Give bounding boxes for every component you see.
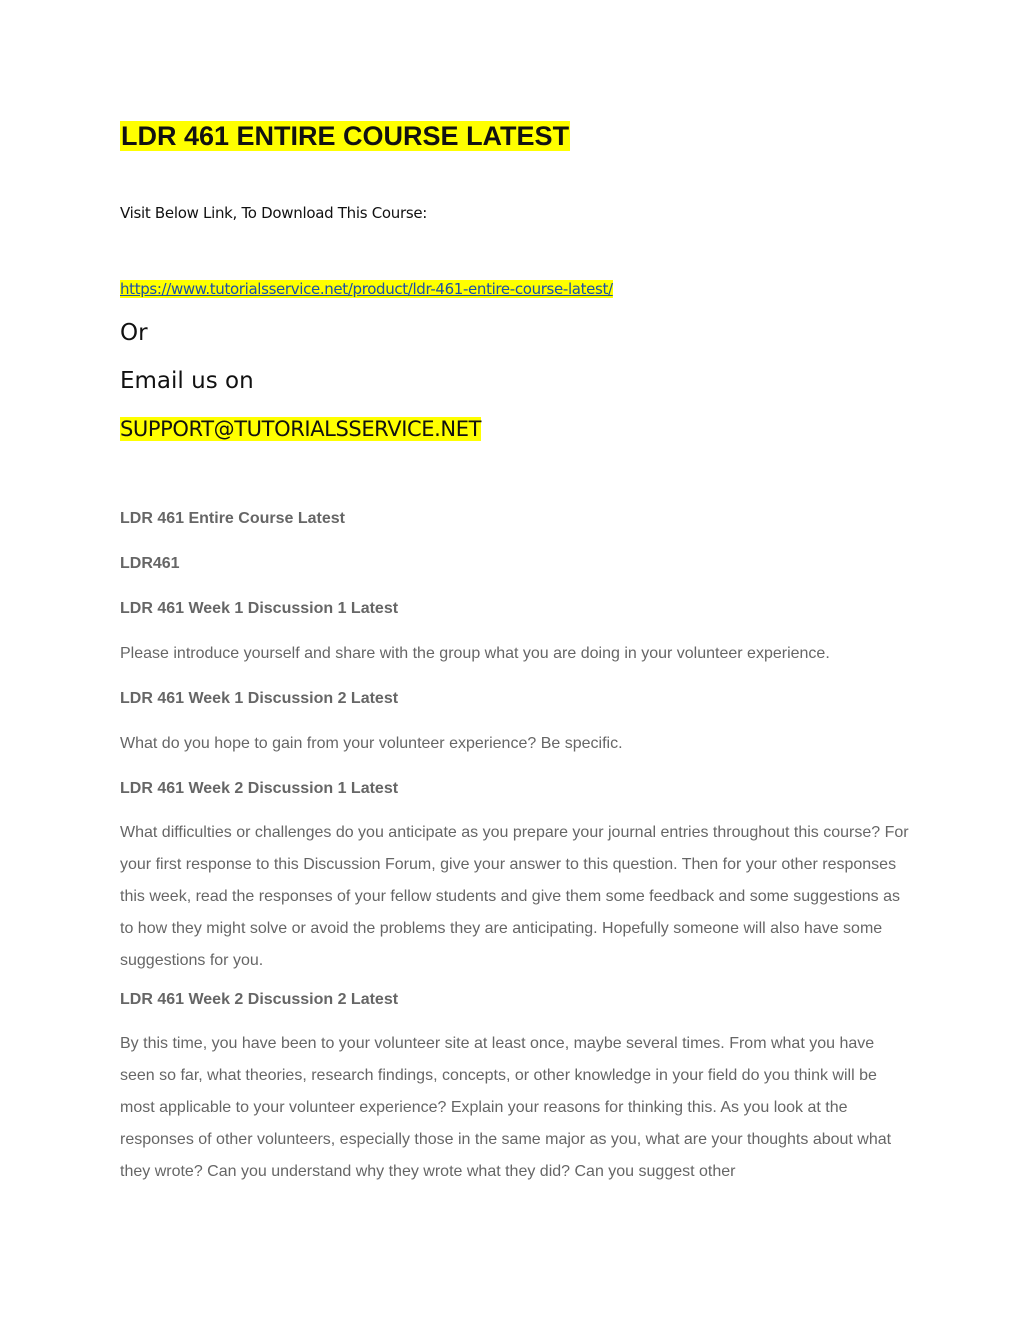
email-label: Email us on [120,368,254,394]
course-code: LDR461 [120,555,180,572]
download-link[interactable]: https://www.tutorialsservice.net/product/ldr-461-entire-course-latest/ [120,280,613,298]
section-heading: LDR 461 Week 1 Discussion 1 Latest [120,600,399,617]
section-heading: LDR 461 Week 2 Discussion 2 Latest [120,991,399,1008]
section-body: By this time, you have been to your volunteer site at least once, maybe several times. From what you have seen so far, what theories, research findings, concepts, or other knowledge in your field do you think will be most applicable to your volunteer experience? Explain your reasons for thinking this. As you look at the responses of other volunteers, especially those in the same major as you, what are your thoughts about what they wrote? Can you understand why they wrote what they did? Can you suggest other [120,1035,892,1180]
section-body: Please introduce yourself and share with the group what you are doing in your volunteer experience. [120,645,830,662]
section-body: What difficulties or challenges do you anticipate as you prepare your journal entries throughout this course? For your first response to this Discussion Forum, give your answer to this question. Then for your other responses this week, read the responses of your fellow students and give them some feedback and some suggestions as to how they might solve or avoid the problems they are anticipating. Hopefully someone will also have some suggestions for you. [120,824,909,969]
section-body: What do you hope to gain from your volunteer experience? Be specific. [120,735,623,752]
section-heading: LDR 461 Week 2 Discussion 1 Latest [120,780,399,797]
document-title [120,120,570,152]
course-title: LDR 461 Entire Course Latest [120,510,345,527]
support-email: SUPPORT@TUTORIALSSERVICE.NET [120,417,481,441]
document-title-text: LDR 461 ENTIRE COURSE LATEST [121,121,570,151]
or-text: Or [120,320,148,346]
course-content [120,508,910,1200]
visit-instruction: Visit Below Link, To Download This Course: [120,204,428,222]
download-link-line [120,279,613,299]
section-heading: LDR 461 Week 1 Discussion 2 Latest [120,690,399,707]
support-email-line [120,414,481,444]
